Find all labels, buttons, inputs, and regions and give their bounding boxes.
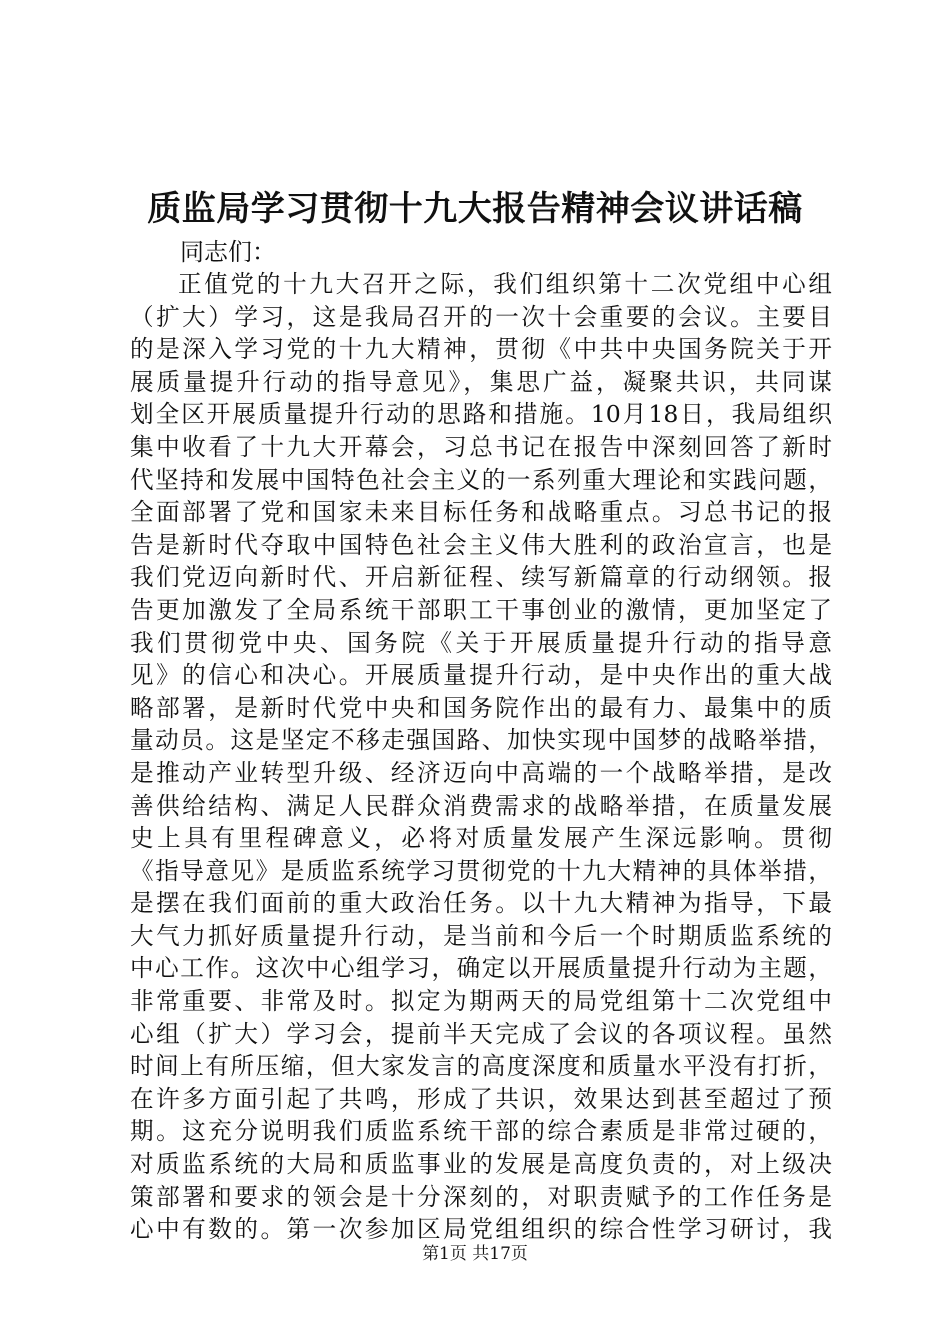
salutation: 同志们： bbox=[180, 238, 276, 266]
body-line: 的是深入学习党的十九大精神，贯彻《中共中央国务院关于开 bbox=[130, 335, 832, 364]
body-line: 划全区开展质量提升行动的思路和措施。10月18日，我局组织 bbox=[130, 400, 832, 429]
body-line: 中心工作。这次中心组学习，确定以开展质量提升行动为主题， bbox=[130, 954, 832, 983]
body-line: 见》的信心和决心。开展质量提升行动，是中央作出的重大战 bbox=[130, 661, 832, 690]
body-line: 非常重要、非常及时。拟定为期两天的局党组第十二次党组中 bbox=[130, 987, 832, 1016]
body-line: 策部署和要求的领会是十分深刻的，对职责赋予的工作任务是 bbox=[130, 1182, 832, 1211]
body-line: 集中收看了十九大开幕会，习总书记在报告中深刻回答了新时 bbox=[130, 432, 832, 461]
body-line: 正值党的十九大召开之际，我们组织第十二次党组中心组 bbox=[178, 270, 832, 298]
body-line: 在许多方面引起了共鸣，形成了共识，效果达到甚至超过了预 bbox=[130, 1084, 832, 1113]
body-line: 告更加激发了全局系统干部职工干事创业的激情，更加坚定了 bbox=[130, 595, 832, 624]
body-line: 大气力抓好质量提升行动，是当前和今后一个时期质监系统的 bbox=[130, 921, 832, 950]
body-line: 善供给结构、满足人民群众消费需求的战略举措，在质量发展 bbox=[130, 791, 832, 820]
page-footer: 第1页 共17页 bbox=[422, 1244, 528, 1264]
body-line: 时间上有所压缩，但大家发言的高度深度和质量水平没有打折， bbox=[130, 1052, 832, 1081]
body-line: 全面部署了党和国家未来目标任务和战略重点。习总书记的报 bbox=[130, 498, 832, 527]
body-line: 期。这充分说明我们质监系统干部的综合素质是非常过硬的， bbox=[130, 1117, 832, 1146]
body-line: 是摆在我们面前的重大政治任务。以十九大精神为指导，下最 bbox=[130, 889, 832, 918]
body-line: 心组（扩大）学习会，提前半天完成了会议的各项议程。虽然 bbox=[130, 1019, 832, 1048]
body-line: 心中有数的。第一次参加区局党组组织的综合性学习研讨，我 bbox=[130, 1215, 832, 1244]
body-line: （扩大）学习，这是我局召开的一次十会重要的会议。主要目 bbox=[130, 302, 832, 331]
body-line: 略部署，是新时代党中央和国务院作出的最有力、最集中的质 bbox=[130, 693, 832, 722]
body-paragraph bbox=[130, 268, 832, 1246]
body-line: 对质监系统的大局和质监事业的发展是高度负责的，对上级决 bbox=[130, 1150, 832, 1179]
body-line: 《指导意见》是质监系统学习贯彻党的十九大精神的具体举措， bbox=[130, 856, 832, 885]
body-line: 我们党迈向新时代、开启新征程、续写新篇章的行动纲领。报 bbox=[130, 563, 832, 592]
body-line: 量动员。这是坚定不移走强国路、加快实现中国梦的战略举措， bbox=[130, 726, 832, 755]
body-line: 展质量提升行动的指导意见》，集思广益，凝聚共识，共同谋 bbox=[130, 367, 832, 396]
body-line: 代坚持和发展中国特色社会主义的一系列重大理论和实践问题， bbox=[130, 465, 832, 494]
body-line: 是推动产业转型升级、经济迈向中高端的一个战略举措，是改 bbox=[130, 758, 832, 787]
body-line: 告是新时代夺取中国特色社会主义伟大胜利的政治宣言，也是 bbox=[130, 530, 832, 559]
body-line: 我们贯彻党中央、国务院《关于开展质量提升行动的指导意 bbox=[130, 628, 832, 657]
body-line: 史上具有里程碑意义，必将对质量发展产生深远影响。贯彻 bbox=[130, 824, 832, 853]
document-title: 质监局学习贯彻十九大报告精神会议讲话稿 bbox=[147, 189, 803, 229]
